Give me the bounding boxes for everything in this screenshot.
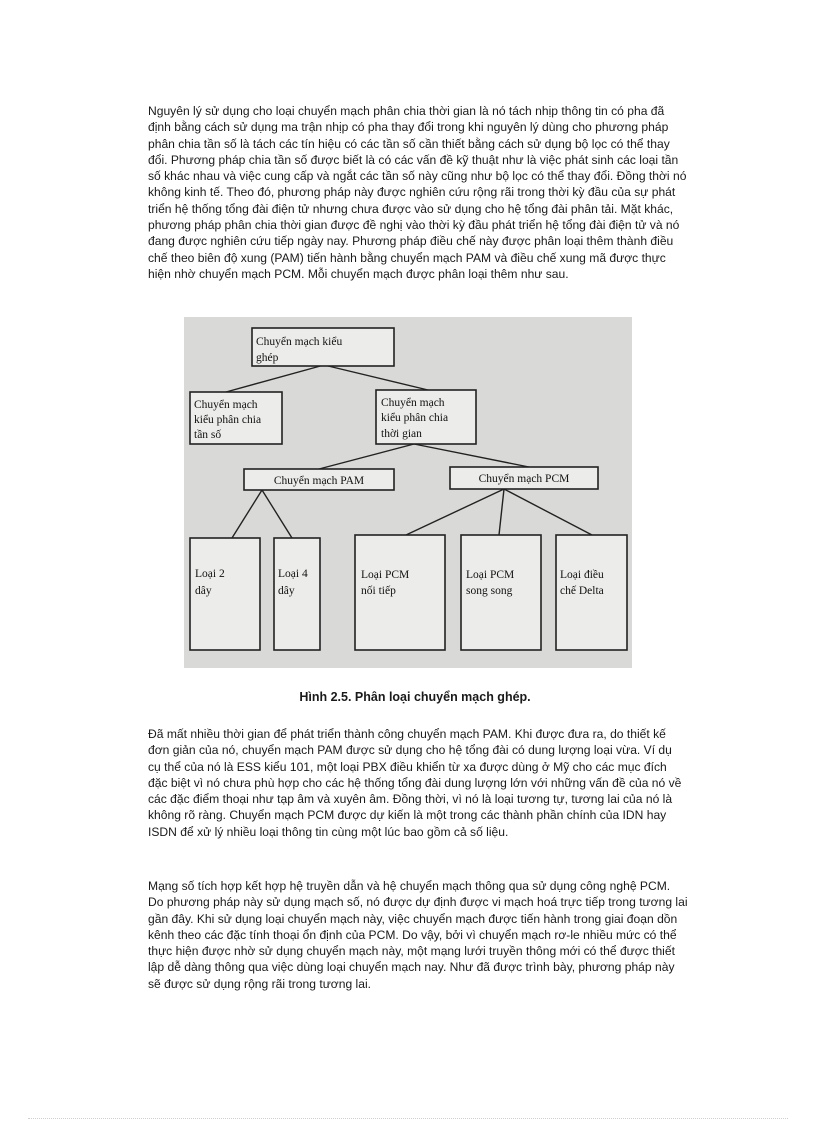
svg-text:Chuyển mạch kiểu: Chuyển mạch kiểu bbox=[256, 336, 343, 348]
node-two-wire bbox=[190, 538, 260, 650]
svg-text:kiểu phân chia: kiểu phân chia bbox=[381, 412, 449, 424]
diagram-canvas bbox=[184, 317, 632, 668]
svg-text:Loại PCM: Loại PCM bbox=[466, 569, 515, 581]
svg-text:Chuyển mạch PAM: Chuyển mạch PAM bbox=[273, 475, 365, 487]
svg-text:Loại điều: Loại điều bbox=[560, 569, 604, 581]
figure-caption: Hình 2.5. Phân loại chuyển mạch ghép. bbox=[299, 690, 531, 704]
svg-text:nối tiếp: nối tiếp bbox=[361, 585, 396, 597]
node-pam-switching bbox=[244, 469, 394, 490]
classification-diagram bbox=[184, 317, 632, 668]
page-bottom-rule bbox=[28, 1118, 788, 1119]
node-delta-modulation bbox=[556, 535, 627, 650]
svg-text:dây: dây bbox=[195, 585, 212, 597]
node-pcm-serial bbox=[355, 535, 445, 650]
paragraph-pam-switching: Đã mất nhiều thời gian để phát triển thành công chuyển mạch PAM. Khi được đưa ra, do thiết kế đơn giản của nó, chuyển mạch PAM được sử dụng cho hệ tổng đài có dung lượng loại vừa. Ví dụ cụ thể của nó là ESS kiểu 101, một loại PBX điều khiển từ xa được dùng ở Mỹ cho các mục đích đặc biệt vì nó chưa phù hợp cho các hệ thống tổng đài dung lượng lớn với những vấn đề của nó về các đặc điểm thoại như tạp âm và xuyên âm. Đồng thời, vì nó là loại tương tự, tương lai của nó là không rõ ràng. Chuyển mạch PCM được dự kiến là một trong các thành phần chính của IDN hay ISDN để xử lý nhiều loại thông tin cùng một lúc bao gồm cả số liệu. bbox=[148, 727, 682, 839]
paragraph-time-division-principle: Nguyên lý sử dụng cho loại chuyển mạch phân chia thời gian là nó tách nhịp thông tin có pha đã định bằng cách sử dụng ma trận nhịp có pha thay đổi trong khi nguyên lý dùng cho phương pháp phân chia tần số là tách các tín hiệu có các tần số cần thiết bằng cách sử dụng bộ lọc có thể thay đổi. Phương pháp chia tần số được biết là có các vấn đề kỹ thuật như là việc phát sinh các loại tần số khác nhau và việc cung cấp và ngắt các tần số này cũng như bộ lọc có thể thay đổi. Đồng thời nó không kinh tế. Theo đó, phương pháp này được nghiên cứu rộng rãi trong thời kỳ đầu của sự phát triển hệ thống tổng đài điện tử nhưng chưa được vào sử dụng cho hệ tổng đài phân tải. Mặt khác, phương pháp phân chia thời gian được đề nghị vào thời kỳ đầu phát triển hệ tổng đài điện tử và nó đang được nghiên cứu tiếp ngày nay. Phương pháp điều chế này được phân loại thêm thành điều chế theo biên độ xung (PAM) tiến hành bằng chuyển mạch PAM và điều chế xung mã được thực hiện nhờ chuyển mạch PCM. Mỗi chuyển mạch được phân loại thêm như sau. bbox=[148, 104, 687, 281]
svg-text:chế Delta: chế Delta bbox=[560, 585, 604, 597]
svg-text:Chuyển mạch: Chuyển mạch bbox=[381, 397, 445, 409]
node-time-division bbox=[376, 390, 476, 444]
node-pcm-switching bbox=[450, 467, 598, 489]
node-frequency-division bbox=[190, 392, 282, 444]
paragraph-integrated-digital-network: Mạng số tích hợp kết hợp hệ truyền dẫn và hệ chuyển mạch thông qua sử dụng công nghệ PCM. Do phương pháp này sử dụng mạch số, nó được dự định được vi mạch hoá trực tiếp trong tương lai gần đây. Khi sử dụng loại chuyển mạch này, việc chuyển mạch được tiến hành trong giai đoạn dồn kênh theo các đặc tính thoại ổn định của PCM. Do vậy, bởi vì chuyển mạch rơ-le nhiều mức có thể thực hiện được nhờ sử dụng chuyển mạch này, một mạng lưới truyền thông mới có thể được thiết lập dễ dàng thông qua việc dùng loại chuyển mạch nay. Như đã được trình bày, phương pháp này sẽ được sử dụng rộng rãi trong tương lai. bbox=[148, 879, 688, 991]
svg-text:Loại PCM: Loại PCM bbox=[361, 569, 410, 581]
svg-text:thời gian: thời gian bbox=[381, 428, 422, 440]
svg-text:Chuyển mạch: Chuyển mạch bbox=[194, 399, 258, 411]
svg-text:ghép: ghép bbox=[256, 352, 279, 364]
node-four-wire bbox=[274, 538, 320, 650]
svg-text:Loại 2: Loại 2 bbox=[195, 568, 225, 580]
svg-text:Loại 4: Loại 4 bbox=[278, 568, 308, 580]
svg-text:Chuyển mạch PCM: Chuyển mạch PCM bbox=[478, 473, 570, 485]
node-pcm-parallel bbox=[461, 535, 541, 650]
svg-text:tần số: tần số bbox=[194, 429, 222, 441]
svg-text:dây: dây bbox=[278, 585, 295, 597]
node-multiplex-switching bbox=[252, 328, 394, 366]
svg-text:kiểu phân chia: kiểu phân chia bbox=[194, 414, 262, 426]
svg-text:song song: song song bbox=[466, 585, 513, 597]
